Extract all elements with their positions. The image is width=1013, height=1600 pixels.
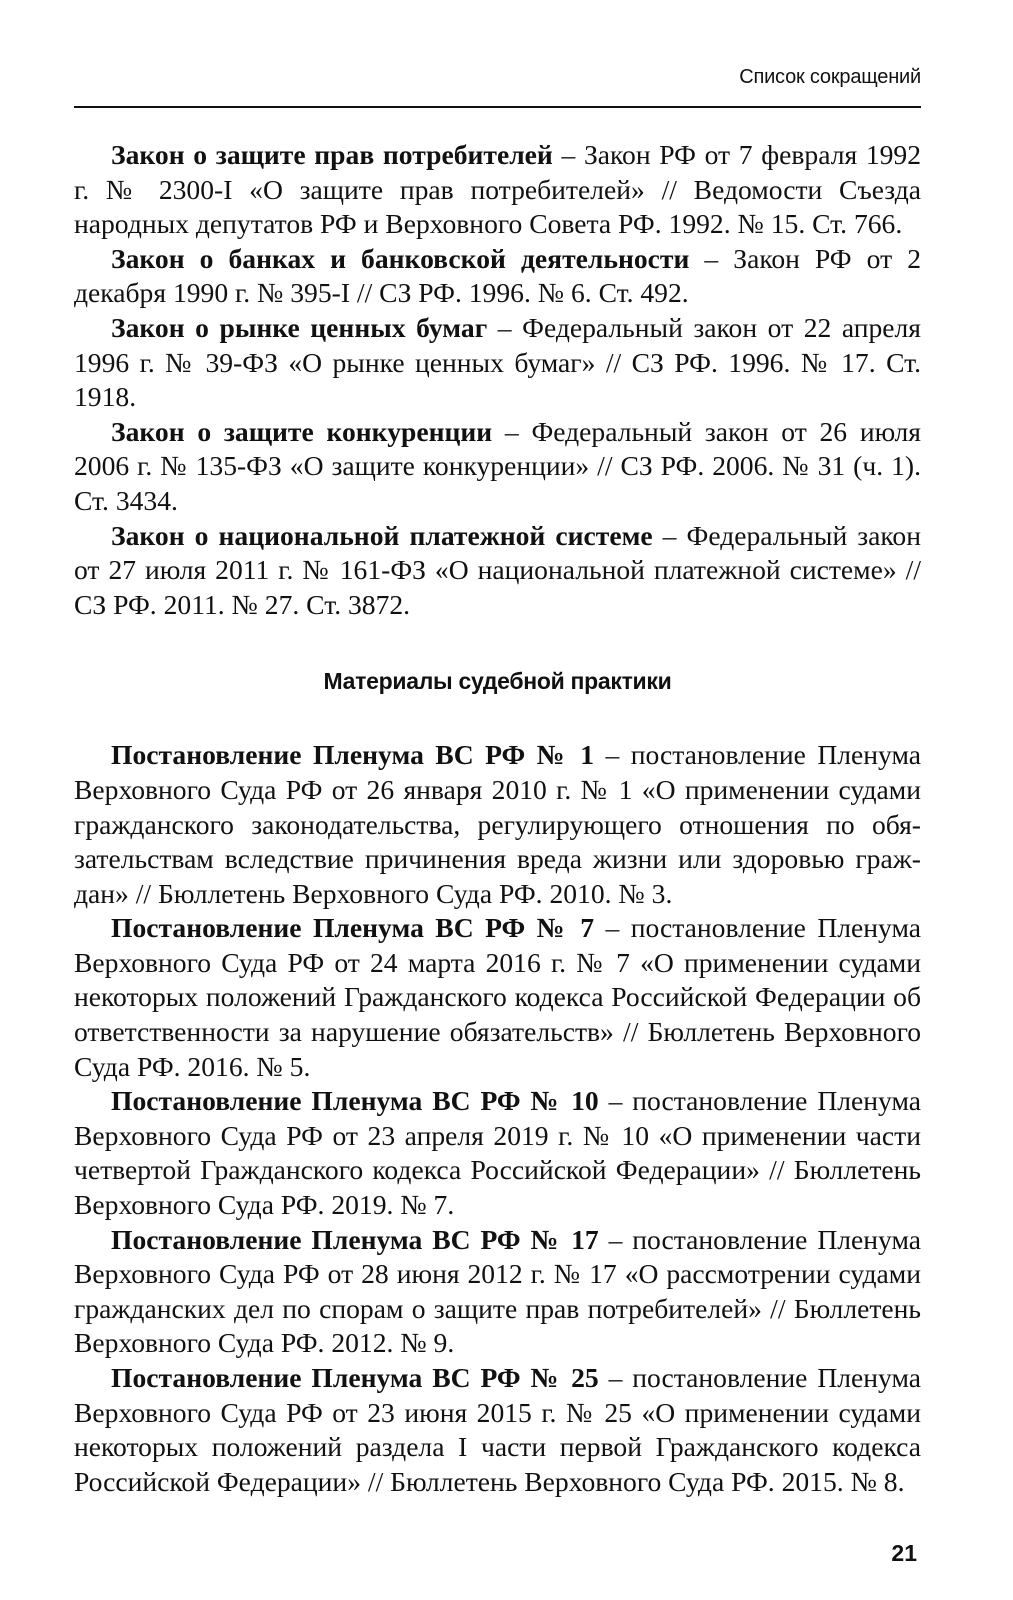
- abbreviation-term: Закон о национальной платежной системе: [111, 519, 653, 551]
- abbreviation-term: Закон о рынке ценных бумаг: [111, 311, 488, 343]
- section-heading: Материалы судебной практики: [323, 668, 672, 695]
- abbreviation-entry: [74, 519, 921, 623]
- abbreviation-entry: [74, 138, 921, 242]
- abbreviation-definition: – постановление Пленума Верховного Суда РФ от 26 января 2010 г. № 1 «О применении судами гражданского законодательства, регулирующего отношения по обязательствам вследствие причинения вреда жизни или здоровью граждан» // Бюллетень Верховного Суда РФ. 2010. № 3.: [74, 739, 921, 909]
- abbreviation-definition: – Федеральный закон от 26 июля 2006 г. № 135-ФЗ «О защите конкуренции» // СЗ РФ. 2006. № 31 (ч. 1). Ст. 3434.: [74, 415, 921, 516]
- page-number: 21: [891, 1540, 917, 1566]
- abbreviation-term: Постановление Пленума ВС РФ № 10: [111, 1085, 599, 1117]
- abbreviation-definition: – Закон РФ от 2 декабря 1990 г. № 395-I // СЗ РФ. 1996. № 6. Ст. 492.: [74, 242, 921, 309]
- abbreviation-definition: – постановление Пленума Верховного Суда РФ от 28 июня 2012 г. № 17 «О рассмотрении судами гражданских дел по спорам о защите прав потребителей» // Бюллетень Верховного Суда РФ. 2012. № 9.: [74, 1223, 921, 1359]
- abbreviation-term: Закон о защите прав потребителей: [111, 139, 553, 170]
- abbreviation-entry: [74, 738, 921, 911]
- abbreviation-entry: [74, 311, 921, 415]
- abbreviation-entry: [74, 415, 921, 519]
- abbreviation-term: Закон о защите конкуренции: [111, 415, 493, 447]
- abbreviation-entry: [74, 1084, 921, 1222]
- abbreviation-term: Постановление Пленума ВС РФ № 7: [111, 912, 595, 944]
- page-body: [74, 138, 921, 1499]
- abbreviation-definition: – Закон РФ от 7 февраля 1992 г. № 2300-I «О защите прав потребителей» // Ведомости Съезда народных депутатов РФ и Верховного Совета РФ. 1992. № 15. Ст. 766.: [74, 139, 922, 240]
- abbreviation-term: Постановление Пленума ВС РФ № 1: [111, 739, 595, 771]
- abbreviation-definition: – Федеральный закон от 27 июля 2011 г. № 161-ФЗ «О национальной платежной системе» // СЗ РФ. 2011. № 27. Ст. 3872.: [74, 519, 921, 620]
- abbreviation-definition: – Федеральный закон от 22 апреля 1996 г. № 39-ФЗ «О рынке ценных бумаг» // СЗ РФ. 1996. № 17. Ст. 1918.: [74, 311, 921, 413]
- running-head: Список сокращений: [739, 66, 921, 88]
- abbreviation-entry: [74, 1223, 921, 1361]
- abbreviation-entry: [74, 911, 921, 1084]
- abbreviation-term: Закон о банках и банковской деятельности: [111, 242, 690, 274]
- abbreviation-definition: – постановление Пленума Верховного Суда РФ от 24 марта 2016 г. № 7 «О применении судами некоторых положений Гражданского кодекса Российской Федерации об ответственности за нарушение обязательств» // Бюллетень Верховного Суда РФ. 2016. № 5.: [74, 912, 921, 1082]
- abbreviation-entry: [74, 242, 921, 311]
- abbreviation-term: Постановление Пленума ВС РФ № 17: [111, 1223, 599, 1255]
- header-rule: [74, 106, 921, 108]
- abbreviation-definition: – постановление Пленума Верховного Суда РФ от 23 июня 2015 г. № 25 «О применении судами некоторых положений раздела I части первой Гражданского кодекса Российской Федерации» // Бюллетень Верховного Суда РФ. 2015. № 8.: [74, 1362, 921, 1497]
- abbreviation-term: Постановление Пленума ВС РФ № 25: [111, 1362, 599, 1393]
- abbreviation-entry: [74, 1361, 921, 1499]
- abbreviation-definition: – постановление Пленума Верховного Суда РФ от 23 апреля 2019 г. № 10 «О применении части четвертой Гражданского кодекса Российской Федерации» // Бюллетень Верховного Суда РФ. 2019. № 7.: [74, 1085, 921, 1221]
